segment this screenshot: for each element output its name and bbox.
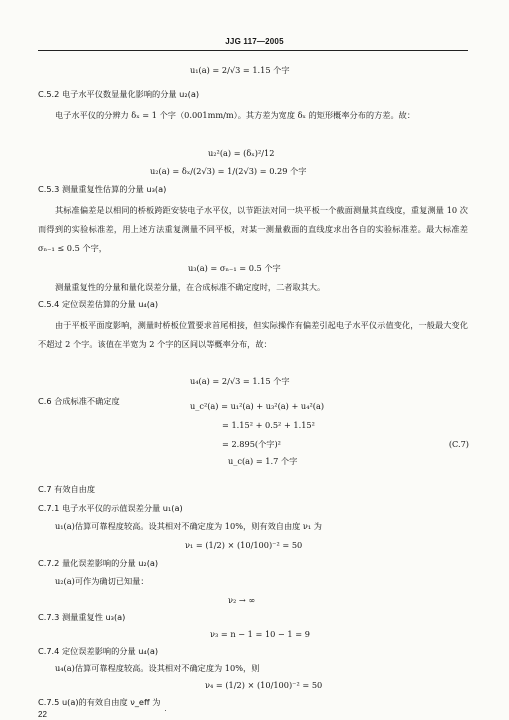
section-c53-heading: C.5.3 测量重复性估算的分量 u₃(a) (38, 184, 167, 194)
section-c74-text: u₄(a)估算可靠程度较高。设其相对不确定度为 10%，则 (55, 663, 260, 673)
section-c6-heading: C.6 合成标准不确定度 (38, 396, 120, 406)
equation-v4: ν₄ = (1/2) × (10/100)⁻² = 50 (205, 680, 323, 690)
equation-v1: ν₁ = (1/2) × (10/100)⁻² = 50 (185, 540, 303, 550)
section-c53-paragraph: 其标准偏差是以相同的桥板跨距安装电子水平仪，以节距法对同一块平板一个截面测量其直线度，重复测量 10 次而得到的实验标准差，用上述方法重复测量不同平板，对某一测量截面的直线度求出各自的实验标准差。最大标准差 σₙ₋₁ ≤ 0.5 个字， (38, 205, 468, 254)
section-c54-paragraph: 由于平板平面度影响，测量时桥板位置要求首尾相接，但实际操作有偏差引起电子水平仪示值变化，一般最大变化不超过 2 个字。该值在半宽为 2 个字的区间以等概率分布，故： (38, 320, 468, 350)
section-c52-paragraph: 电子水平仪的分辨力 δₓ = 1 个字（0.001mm/m）。其方差为宽度 δₓ 的矩形概率分布的方差。故： (55, 110, 416, 120)
page-number: 22 (38, 710, 47, 719)
equation-uc-line3: = 2.895(个字)² (222, 439, 281, 449)
section-c72-text: u₂(a)可作为确切已知量： (55, 576, 149, 586)
equation-v2: ν₂ → ∞ (228, 595, 256, 605)
page-header: JJG 117—2005 (225, 37, 284, 46)
section-c53-note: 测量重复性的分量和量化误差分量，在合成标准不确定度时，二者取其大。 (55, 282, 326, 292)
section-c75-heading: C.7.5 u(a)的有效自由度 ν_eff 为 (38, 697, 161, 707)
equation-u2-squared: u₂²(a) = (δₓ)²/12 (208, 148, 275, 158)
equation-uc-line4: u_c(a) = 1.7 个字 (228, 456, 298, 466)
equation-uc-line1: u_c²(a) = u₁²(a) + u₃²(a) + u₄²(a) (190, 401, 325, 411)
equation-uc-line2: = 1.15² + 0.5² + 1.15² (222, 420, 315, 430)
equation-u1: u₁(a) = 2/√3 = 1.15 个字 (190, 65, 290, 75)
section-c71-heading: C.7.1 电子水平仪的示值误差分量 u₁(a) (38, 503, 183, 513)
equation-v3: ν₃ = n − 1 = 10 − 1 = 9 (210, 629, 310, 639)
section-c73-heading: C.7.3 测量重复性 u₃(a) (38, 612, 126, 622)
section-c71-text: u₁(a)估算可靠程度较高。设其相对不确定度为 10%，则有效自由度 ν₁ 为 (55, 521, 322, 531)
section-c74-heading: C.7.4 定位误差影响的分量 u₄(a) (38, 646, 159, 656)
header-rule (38, 50, 468, 51)
equation-u3: u₃(a) = σₙ₋₁ = 0.5 个字 (188, 263, 281, 273)
equation-u2: u₂(a) = δₓ/(2√3) = 1/(2√3) = 0.29 个字 (150, 166, 307, 176)
equation-u4: u₄(a) = 2/√3 = 1.15 个字 (190, 376, 290, 386)
section-c52-heading: C.5.2 电子水平仪数显量化影响的分量 u₂(a) (38, 89, 200, 99)
section-c54-heading: C.5.4 定位误差估算的分量 u₄(a) (38, 299, 159, 309)
scan-speck (165, 710, 166, 711)
equation-number-c7: (C.7) (448, 439, 469, 449)
section-c72-heading: C.7.2 量化误差影响的分量 u₂(a) (38, 558, 159, 568)
section-c7-heading: C.7 有效自由度 (38, 484, 96, 494)
